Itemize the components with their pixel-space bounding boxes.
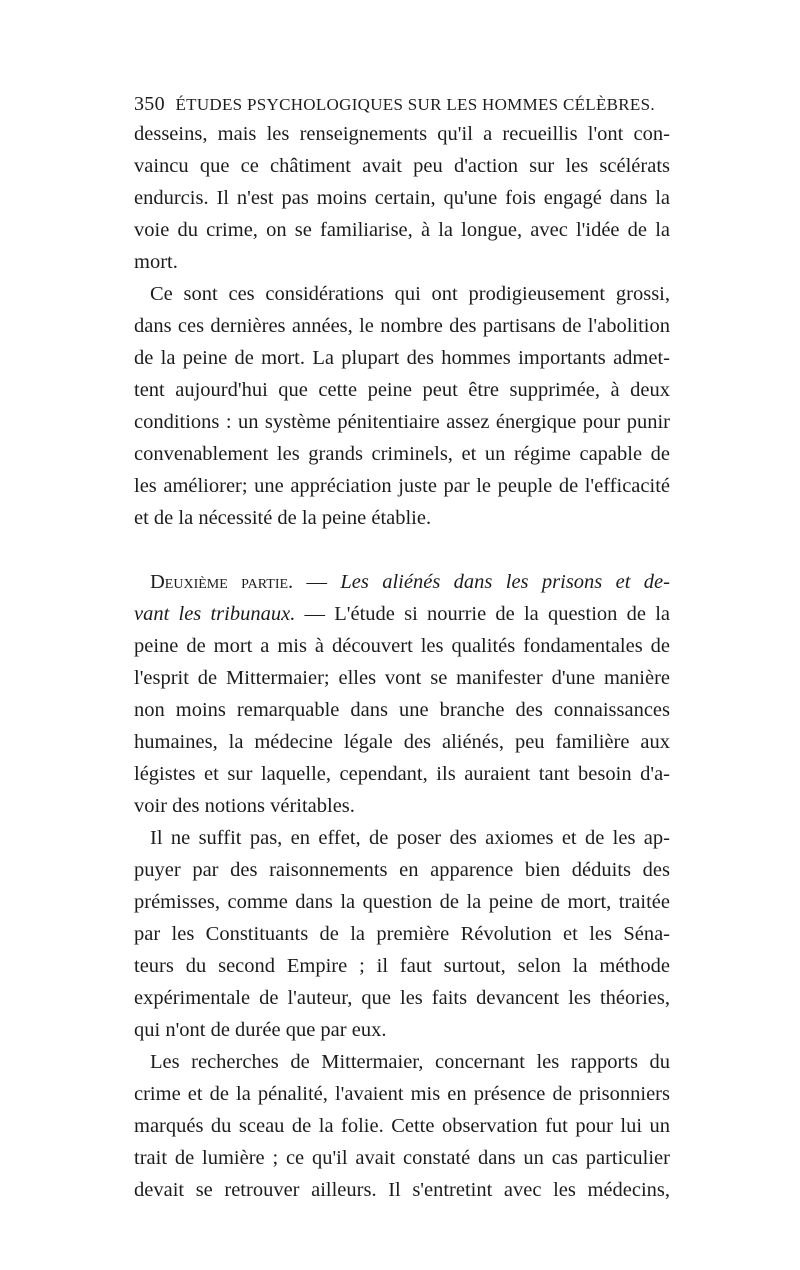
paragraph-1	[134, 118, 670, 278]
text-line: Ce sont ces considérations qui ont prodigieusement grossi,	[150, 283, 670, 305]
text-line: et de la nécessité de la peine établie.	[134, 507, 432, 529]
text-line: convenablement les grands criminels, et un régime capable de	[134, 443, 670, 465]
section-title: Les aliénés dans les prisons et de-	[340, 571, 670, 593]
em-dash: —	[295, 603, 335, 625]
running-head-title: ÉTUDES PSYCHOLOGIQUES SUR LES HOMMES CÉLÈBRES.	[175, 95, 655, 114]
running-head	[134, 92, 670, 118]
paragraph-4	[134, 822, 670, 1046]
text-line: conditions : un système pénitentiaire assez énergique pour punir	[134, 411, 670, 433]
text-run: L'étude si nourrie de la question de la	[334, 603, 670, 625]
text-line: endurcis. Il n'est pas moins certain, qu'une fois engagé dans la	[134, 187, 670, 209]
book-page	[134, 92, 670, 1206]
text-line: marqués du sceau de la folie. Cette observation fut pour lui un	[134, 1115, 670, 1137]
text-line: puyer par des raisonnements en apparence bien déduits des	[134, 859, 670, 881]
text-line: desseins, mais les renseignements qu'il a recueillis l'ont con-	[134, 123, 670, 145]
text-line: Il ne suffit pas, en effet, de poser des axiomes et de les ap-	[150, 827, 670, 849]
text-line: l'esprit de Mittermaier; elles vont se manifester d'une manière	[134, 667, 670, 689]
text-line: non moins remarquable dans une branche des connaissances	[134, 699, 670, 721]
section-heading-line	[134, 566, 670, 598]
text-line: dans ces dernières années, le nombre des partisans de l'abolition	[134, 315, 670, 337]
section-spacer	[134, 534, 670, 566]
section-2	[134, 566, 670, 822]
text-line: tent aujourd'hui que cette peine peut être supprimée, à deux	[134, 379, 670, 401]
text-line: voie du crime, on se familiarise, à la longue, avec l'idée de la	[134, 219, 670, 241]
text-line: humaines, la médecine légale des aliénés, peu familière aux	[134, 731, 670, 753]
text-line: peine de mort a mis à découvert les qualités fondamentales de	[134, 635, 670, 657]
text-line: par les Constituants de la première Révolution et les Séna-	[134, 923, 670, 945]
text-line: légistes et sur laquelle, cependant, ils auraient tant besoin d'a-	[134, 763, 670, 785]
paragraph-5	[134, 1046, 670, 1206]
text-line: de la peine de mort. La plupart des hommes importants admet-	[134, 347, 670, 369]
section-heading-line-2	[134, 598, 670, 630]
section-title-continued: vant les tribunaux.	[134, 603, 296, 625]
text-line: trait de lumière ; ce qu'il avait constaté dans un cas particulier	[134, 1147, 670, 1169]
text-line: prémisses, comme dans la question de la peine de mort, traitée	[134, 891, 670, 913]
text-line: crime et de la pénalité, l'avaient mis en présence de prisonniers	[134, 1083, 670, 1105]
text-line: devait se retrouver ailleurs. Il s'entretint avec les médecins,	[134, 1179, 670, 1201]
text-line: expérimentale de l'auteur, que les faits devancent les théories,	[134, 987, 670, 1009]
text-line: Les recherches de Mittermaier, concernant les rapports du	[150, 1051, 670, 1073]
page-number: 350	[134, 93, 165, 115]
text-line: vaincu que ce châtiment avait peu d'action sur les scélérats	[134, 155, 670, 177]
em-dash: —	[293, 571, 341, 593]
text-line: mort.	[134, 251, 178, 273]
text-line: voir des notions véritables.	[134, 795, 355, 817]
text-line: teurs du second Empire ; il faut surtout, selon la méthode	[134, 955, 670, 977]
paragraph-2	[134, 278, 670, 534]
text-line: les améliorer; une appréciation juste par le peuple de l'efficacité	[134, 475, 670, 497]
text-line: qui n'ont de durée que par eux.	[134, 1019, 387, 1041]
section-heading: Deuxième partie.	[150, 571, 294, 593]
